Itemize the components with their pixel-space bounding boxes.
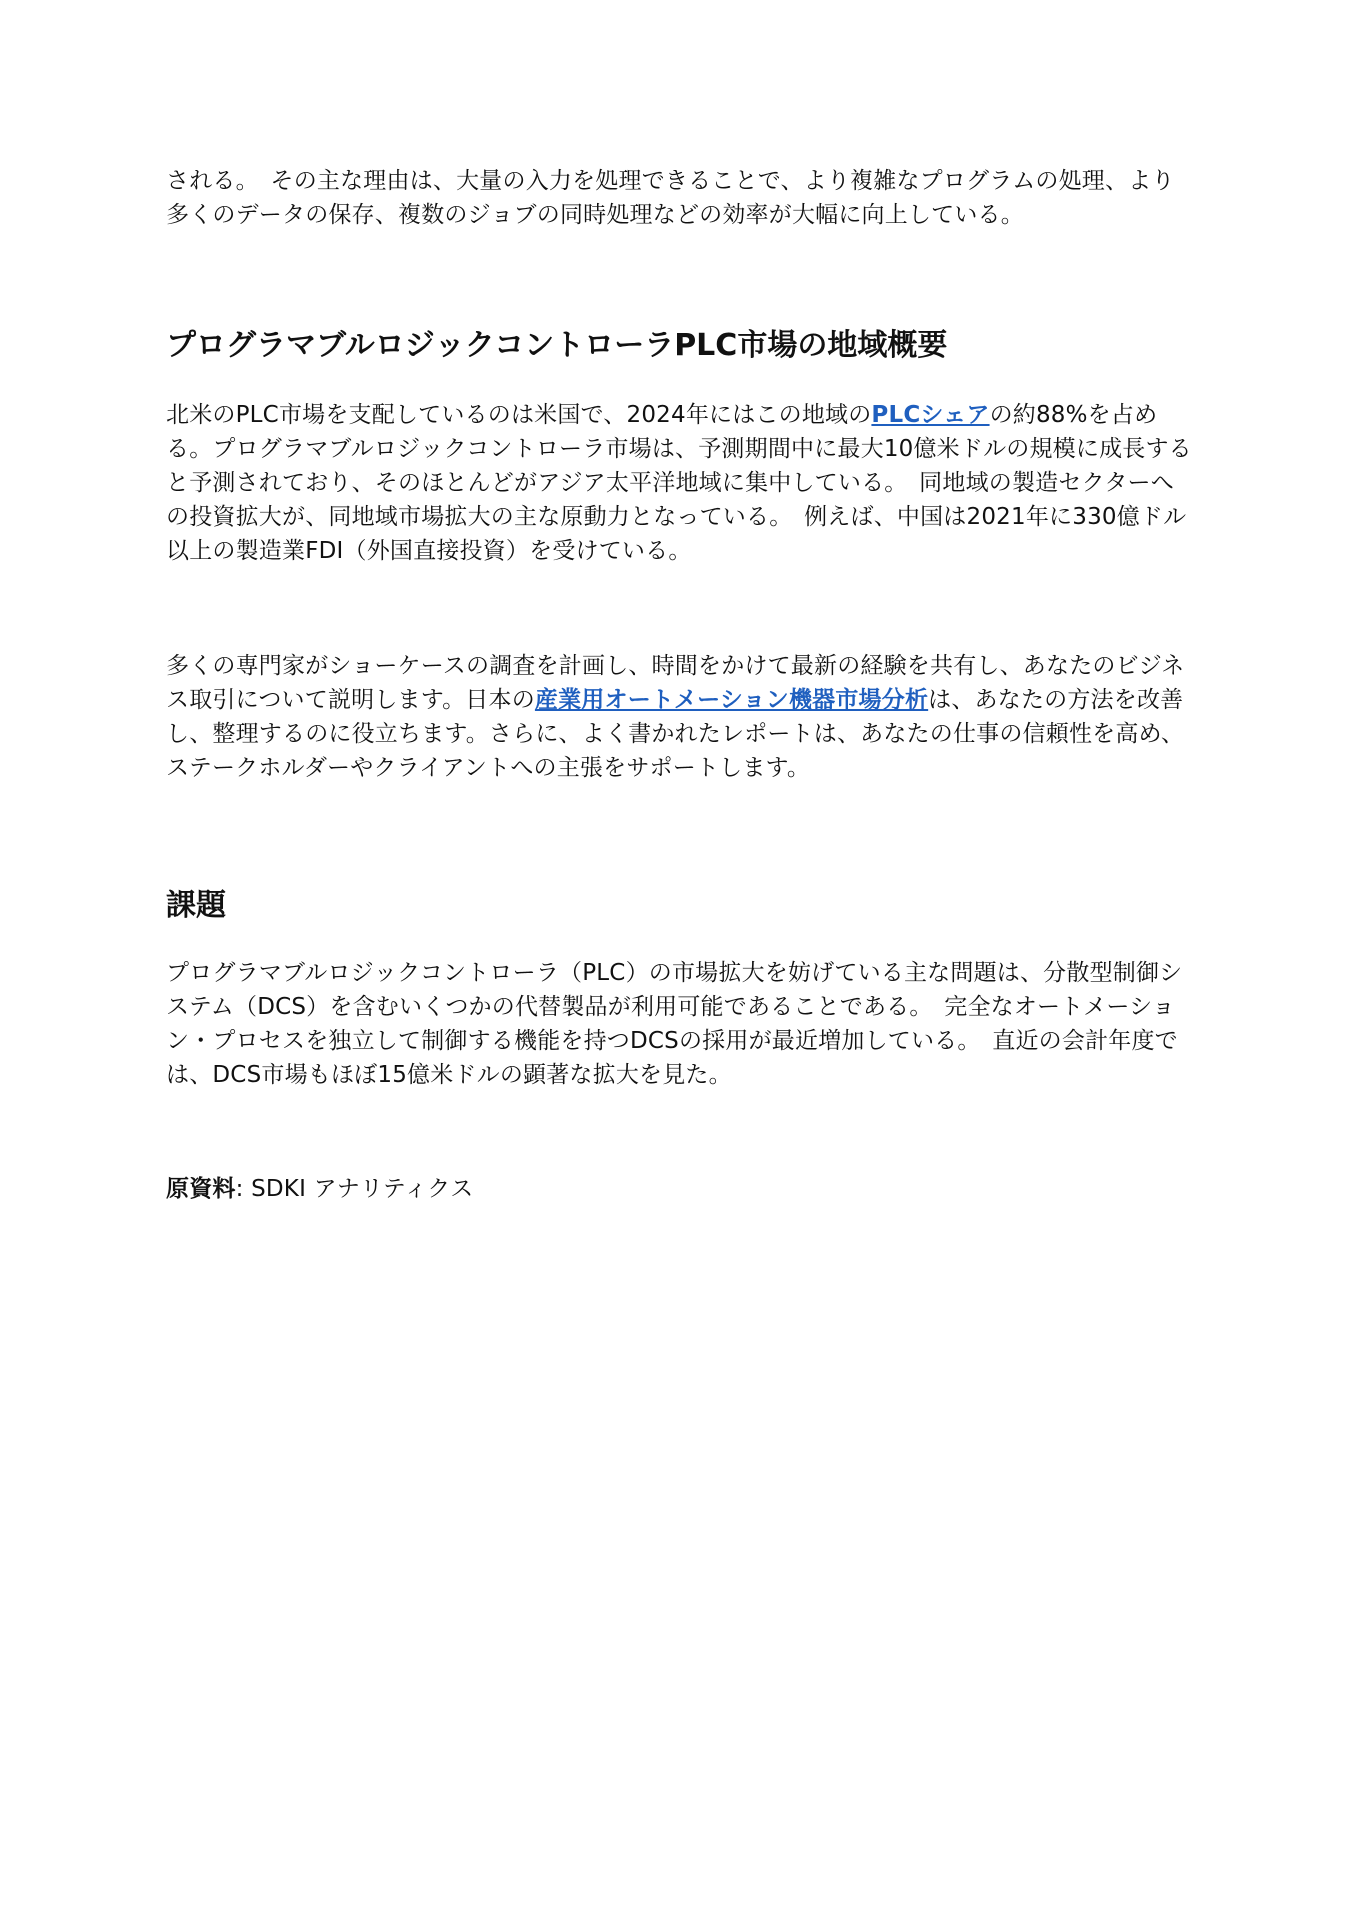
challenges-section bbox=[166, 886, 1196, 926]
industrial-automation-analysis-link[interactable]: 産業用オートメーション機器市場分析 bbox=[534, 687, 929, 713]
experts-section bbox=[166, 649, 1196, 785]
source-separator: : bbox=[235, 1176, 252, 1202]
source-label: 原資料 bbox=[166, 1176, 236, 1202]
regional-overview-section bbox=[166, 326, 1196, 366]
regional-paragraph bbox=[166, 398, 1196, 568]
experts-paragraph bbox=[166, 649, 1196, 785]
experts-text-after: は、あなたの方法を改善し、整理するのに役立ちます。さらに、よく書かれたレポートは、あなたの仕事の信頼性を高め、ステークホルダーやクライアントへの主張をサポートします。 bbox=[166, 687, 1185, 781]
source-section bbox=[166, 1172, 1196, 1206]
source-value: SDKI アナリティクス bbox=[251, 1176, 474, 1202]
challenges-heading: 課題 bbox=[166, 888, 226, 923]
plc-share-link[interactable]: PLCシェア bbox=[871, 402, 990, 428]
regional-text-before: 北米のPLC市場を支配しているのは米国で、2024年にはこの地域の bbox=[166, 402, 872, 428]
challenges-body bbox=[166, 956, 1196, 1092]
intro-paragraph: される。 その主な理由は、大量の入力を処理できることで、より複雑なプログラムの処理、より多くのデータの保存、複数のジョブの同時処理などの効率が大幅に向上している。 bbox=[166, 168, 1175, 228]
experts-text-before: 多くの専門家がショーケースの調査を計画し、時間をかけて最新の経験を共有し、あなたのビジネス取引について説明します。日本の bbox=[166, 653, 1185, 713]
regional-overview-heading: プログラマブルロジックコントローラPLC市場の地域概要 bbox=[166, 328, 948, 363]
source-line bbox=[166, 1172, 1196, 1206]
intro-section bbox=[166, 164, 1196, 232]
regional-overview-body bbox=[166, 398, 1196, 568]
regional-text-after: の約88%を占める。プログラマブルロジックコントローラ市場は、予測期間中に最大10億米ドルの規模に成長すると予測されており、そのほとんどがアジア太平洋地域に集中している。 同地域の製造セクターへの投資拡大が、同地域市場拡大の主な原動力となっている。 例えば、中国は2021年に330億ドル以上の製造業FDI（外国直接投資）を受けている。 bbox=[166, 402, 1192, 564]
challenges-paragraph: プログラマブルロジックコントローラ（PLC）の市場拡大を妨げている主な問題は、分散型制御システム（DCS）を含むいくつかの代替製品が利用可能であることである。 完全なオートメーション・プロセスを独立して制御する機能を持つDCSの採用が最近増加している。 直近の会計年度では、DCS市場もほぼ15億米ドルの顕著な拡大を見た。 bbox=[166, 960, 1183, 1088]
